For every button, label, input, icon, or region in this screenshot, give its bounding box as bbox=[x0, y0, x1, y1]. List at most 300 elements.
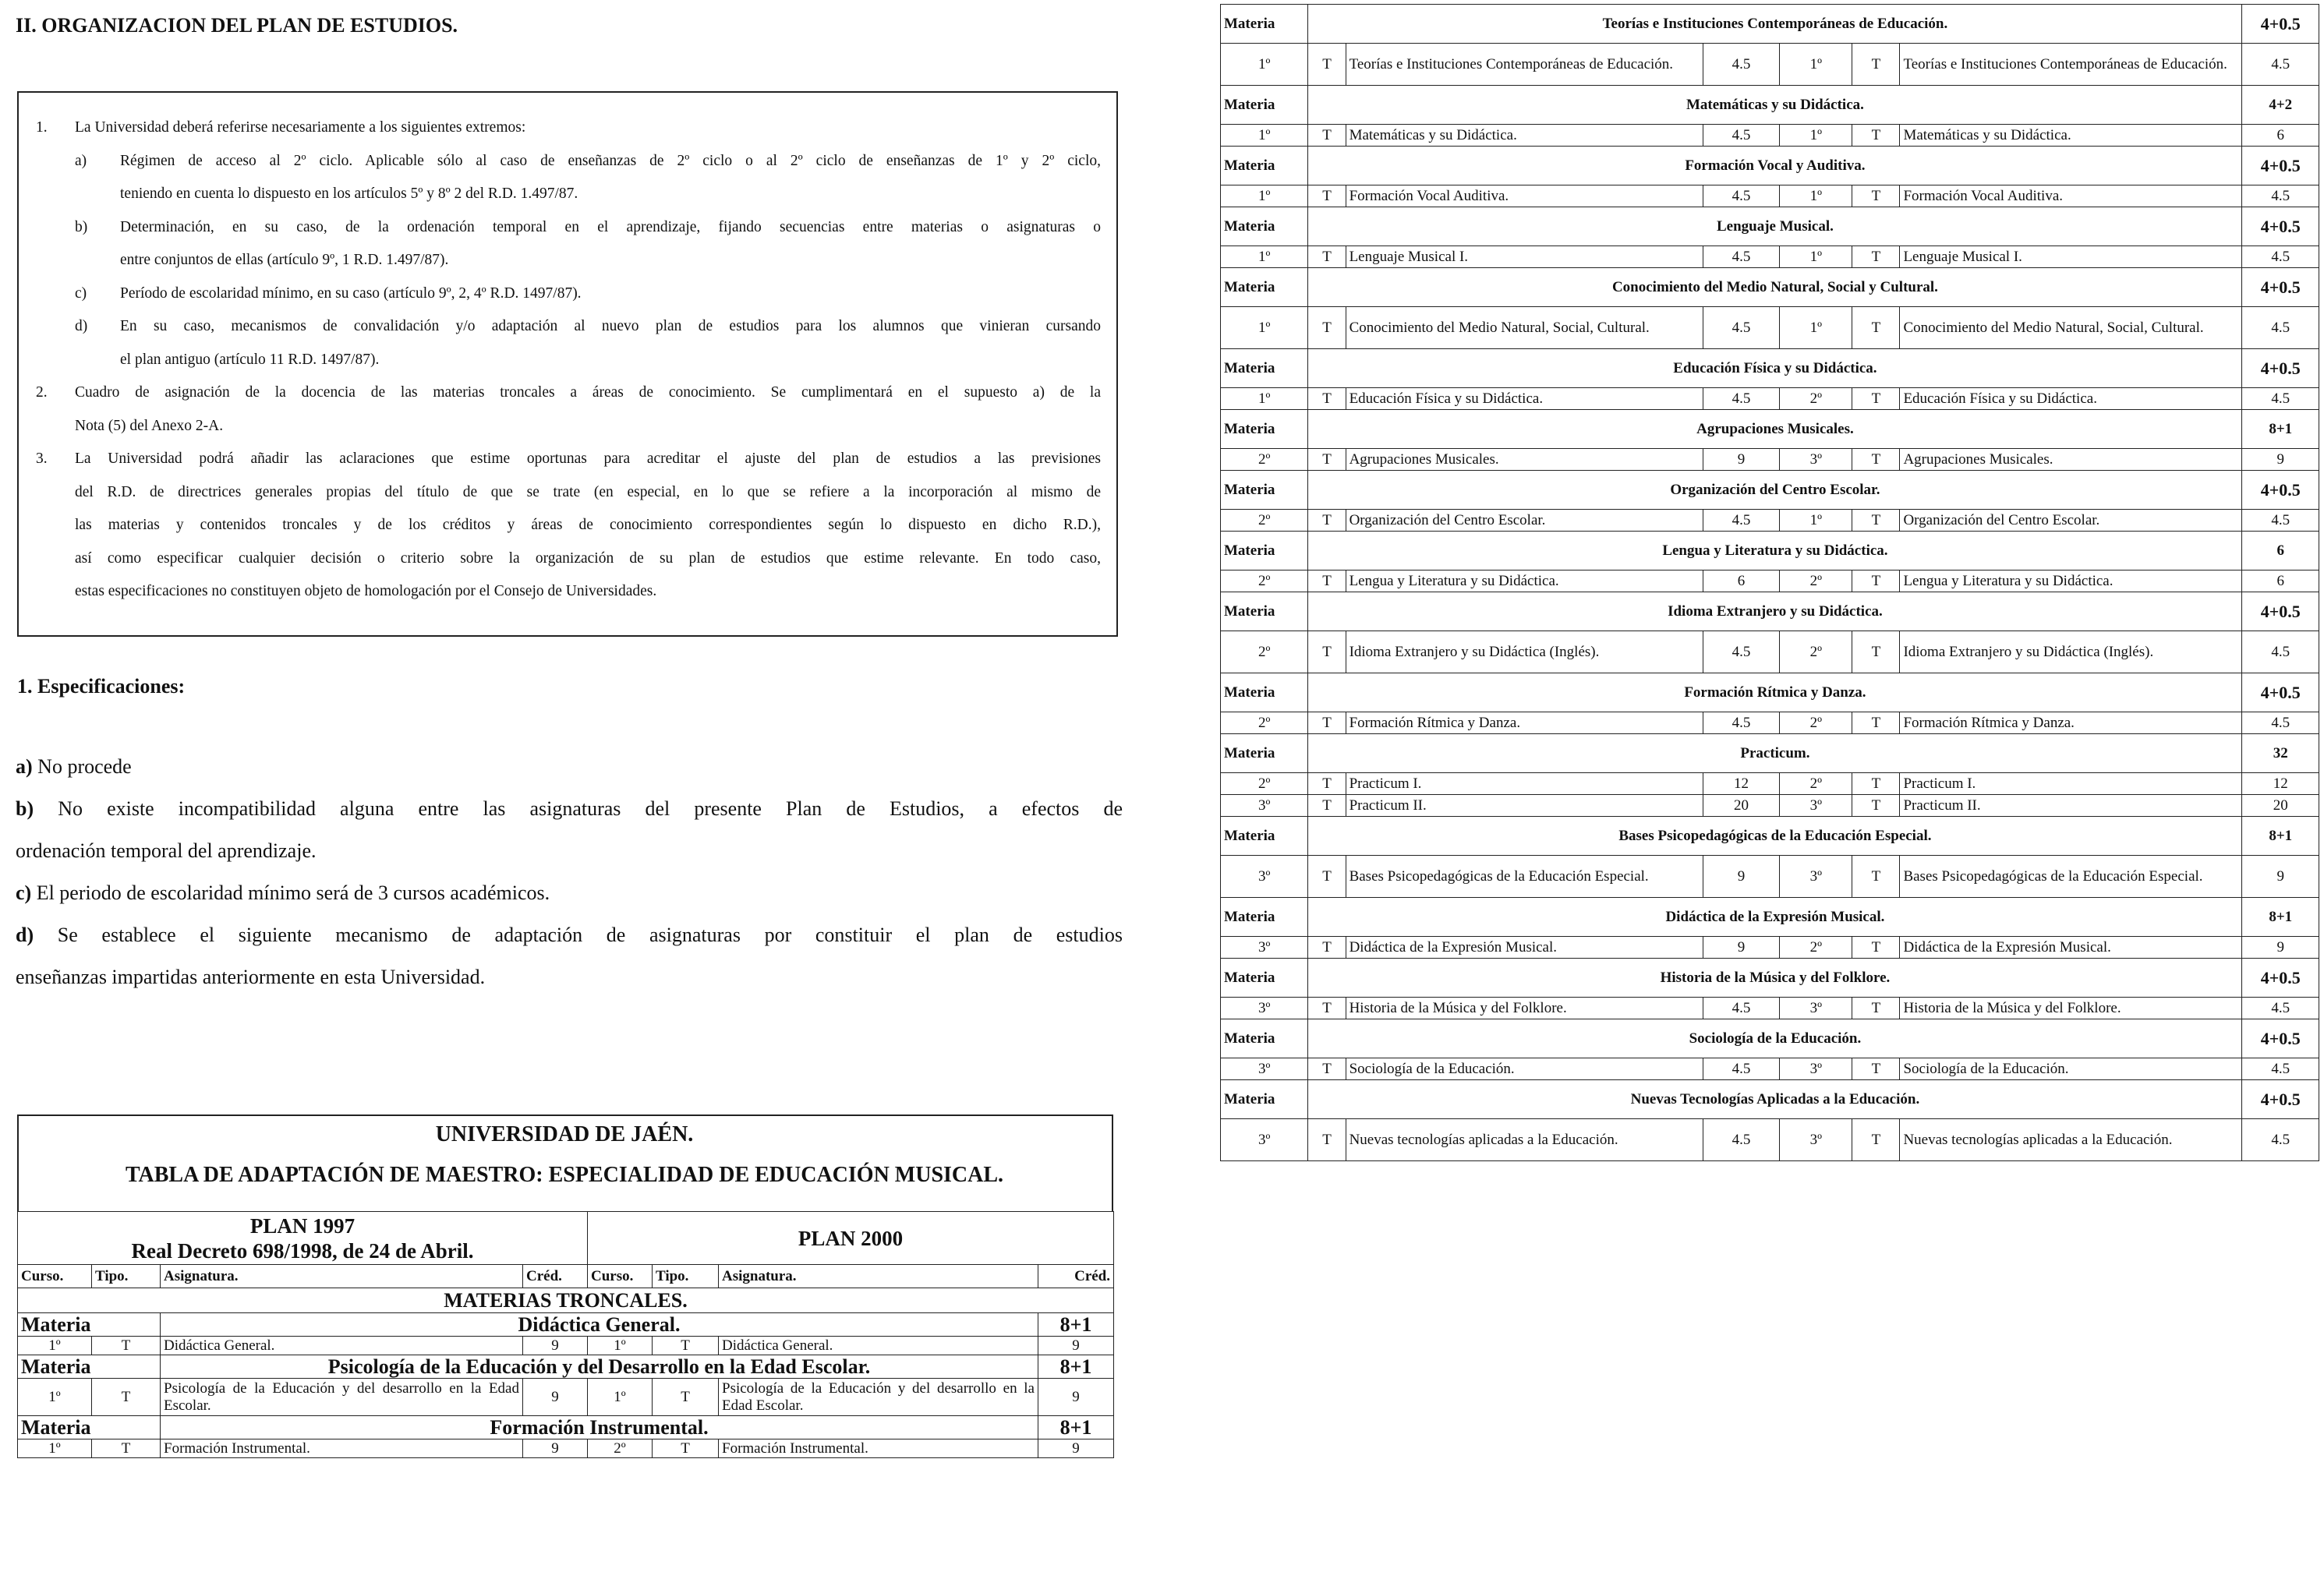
creditos-new: 9 bbox=[2242, 449, 2319, 471]
tipo-new: T bbox=[1852, 773, 1900, 795]
materia-title: Sociología de la Educación. bbox=[1308, 1019, 2242, 1058]
curso-old: 1º bbox=[18, 1439, 92, 1458]
subject-row bbox=[1221, 1119, 2319, 1161]
creditos-old: 4.5 bbox=[1703, 388, 1779, 410]
instruction-line bbox=[36, 476, 1101, 510]
specifications-heading: 1. Especificaciones: bbox=[17, 675, 186, 698]
plan-2000: PLAN 2000 bbox=[588, 1212, 1114, 1265]
tipo-new: T bbox=[1852, 1058, 1900, 1080]
adaptation-table-right bbox=[1220, 4, 2319, 1161]
tipo-new: T bbox=[1852, 510, 1900, 532]
instruction-number: 2. bbox=[36, 384, 48, 401]
instruction-text: Régimen de acceso al 2º ciclo. Aplicable sólo al caso de enseñanzas de 2º ciclo o al 2º ciclo de enseñanzas de 1º y 2º ciclo, bbox=[120, 152, 1101, 169]
instruction-text: Período de escolaridad mínimo, en su caso (artículo 9º, 2, 4º R.D. 1497/87). bbox=[120, 284, 582, 302]
tipo-old: T bbox=[92, 1337, 161, 1355]
materia-total-credits: 4+0.5 bbox=[2242, 959, 2319, 998]
asignatura-old: Bases Psicopedagógicas de la Educación Especial. bbox=[1346, 856, 1703, 898]
curso-old: 1º bbox=[1221, 44, 1308, 86]
spec-a-label: a) bbox=[16, 755, 33, 778]
curso-new: 3º bbox=[1780, 1119, 1852, 1161]
tipo-old: T bbox=[1308, 856, 1346, 898]
curso-old: 3º bbox=[1221, 1058, 1308, 1080]
materia-total-credits: 4+0.5 bbox=[2242, 673, 2319, 712]
plan-1997 bbox=[18, 1212, 588, 1265]
asignatura-old: Practicum II. bbox=[1346, 795, 1703, 817]
materia-label: Materia bbox=[1221, 5, 1308, 44]
curso-new: 2º bbox=[588, 1439, 653, 1458]
asignatura-new: Teorías e Instituciones Contemporáneas de Educación. bbox=[1900, 44, 2242, 86]
materia-label: Materia bbox=[1221, 147, 1308, 185]
tipo-old: T bbox=[1308, 44, 1346, 86]
creditos-new: 9 bbox=[1038, 1439, 1114, 1458]
subject-row bbox=[18, 1439, 1114, 1458]
column-header-row bbox=[18, 1265, 1114, 1288]
tipo-new: T bbox=[1852, 44, 1900, 86]
instruction-indent bbox=[36, 310, 75, 344]
materia-total-credits: 8+1 bbox=[1038, 1355, 1114, 1379]
asignatura-new: Historia de la Música y del Folklore. bbox=[1900, 998, 2242, 1019]
subject-row bbox=[1221, 307, 2319, 349]
instruction-line bbox=[36, 145, 1101, 178]
instruction-indent bbox=[36, 476, 75, 510]
materia-header-row bbox=[1221, 410, 2319, 449]
instruction-line bbox=[36, 244, 1101, 277]
instruction-line bbox=[36, 509, 1101, 542]
tipo-old: T bbox=[92, 1379, 161, 1416]
materia-header-row bbox=[1221, 268, 2319, 307]
subject-row bbox=[1221, 712, 2319, 734]
materia-title: Organización del Centro Escolar. bbox=[1308, 471, 2242, 510]
asignatura-new: Conocimiento del Medio Natural, Social, Cultural. bbox=[1900, 307, 2242, 349]
instruction-indent bbox=[36, 509, 75, 542]
asignatura-new: Didáctica de la Expresión Musical. bbox=[1900, 937, 2242, 959]
instruction-text: del R.D. de directrices generales propias del título de que se trate (en especial, en lo que se refiere a la incorporación al mismo de bbox=[75, 483, 1101, 500]
instruction-line bbox=[36, 575, 1101, 609]
asignatura-old: Nuevas tecnologías aplicadas a la Educación. bbox=[1346, 1119, 1703, 1161]
instruction-indent bbox=[36, 244, 120, 277]
asignatura-new: Practicum II. bbox=[1900, 795, 2242, 817]
materia-title: Matemáticas y su Didáctica. bbox=[1308, 86, 2242, 125]
asignatura-new: Formación Instrumental. bbox=[719, 1439, 1038, 1458]
tipo-new: T bbox=[1852, 388, 1900, 410]
instruction-number: 1. bbox=[36, 119, 48, 136]
materia-total-credits: 32 bbox=[2242, 734, 2319, 773]
materia-label: Materia bbox=[1221, 734, 1308, 773]
spec-d-line1 bbox=[16, 924, 1123, 947]
materia-total-credits: 4+0.5 bbox=[2242, 268, 2319, 307]
subject-row bbox=[1221, 937, 2319, 959]
asignatura-old: Formación Instrumental. bbox=[161, 1439, 523, 1458]
curso-new: 2º bbox=[1780, 388, 1852, 410]
materia-header-row bbox=[1221, 959, 2319, 998]
tipo-new: T bbox=[1852, 125, 1900, 147]
tipo-new: T bbox=[653, 1379, 719, 1416]
spec-c-label: c) bbox=[16, 881, 32, 904]
tipo-new: T bbox=[1852, 570, 1900, 592]
spec-d-label: d) bbox=[16, 924, 34, 946]
asignatura-old: Formación Vocal Auditiva. bbox=[1346, 185, 1703, 207]
curso-old: 1º bbox=[1221, 125, 1308, 147]
materia-header-row bbox=[1221, 1019, 2319, 1058]
asignatura-new: Didáctica General. bbox=[719, 1337, 1038, 1355]
curso-new: 2º bbox=[1780, 570, 1852, 592]
creditos-old: 20 bbox=[1703, 795, 1779, 817]
materia-total-credits: 8+1 bbox=[1038, 1416, 1114, 1439]
asignatura-old: Psicología de la Educación y del desarrollo en la Edad Escolar. bbox=[161, 1379, 523, 1416]
materia-title: Idioma Extranjero y su Didáctica. bbox=[1308, 592, 2242, 631]
instruction-text: así como especificar cualquier decisión o criterio sobre la organización de su plan de estudios que estime relevante. En todo caso, bbox=[75, 549, 1101, 567]
creditos-new: 9 bbox=[1038, 1337, 1114, 1355]
creditos-old: 9 bbox=[523, 1379, 588, 1416]
creditos-new: 4.5 bbox=[2242, 510, 2319, 532]
creditos-new: 6 bbox=[2242, 570, 2319, 592]
curso-old: 3º bbox=[1221, 795, 1308, 817]
subject-row bbox=[1221, 631, 2319, 673]
adaptation-table-left bbox=[17, 1211, 1114, 1458]
spec-b-line1 bbox=[16, 797, 1123, 821]
creditos-new: 4.5 bbox=[2242, 631, 2319, 673]
asignatura-new: Idioma Extranjero y su Didáctica (Inglés). bbox=[1900, 631, 2242, 673]
curso-new: 1º bbox=[588, 1337, 653, 1355]
materia-header-row bbox=[18, 1416, 1114, 1439]
creditos-old: 4.5 bbox=[1703, 1058, 1779, 1080]
instruction-indent bbox=[36, 410, 75, 443]
section-title: II. ORGANIZACION DEL PLAN DE ESTUDIOS. bbox=[16, 14, 458, 37]
tipo-old: T bbox=[1308, 795, 1346, 817]
materia-label: Materia bbox=[1221, 349, 1308, 388]
tipo-old: T bbox=[1308, 1058, 1346, 1080]
curso-old: 1º bbox=[18, 1337, 92, 1355]
instruction-text: En su caso, mecanismos de convalidación y/o adaptación al nuevo plan de estudios para los alumnos que vinieran cursando bbox=[120, 318, 1101, 334]
asignatura-new: Agrupaciones Musicales. bbox=[1900, 449, 2242, 471]
creditos-old: 4.5 bbox=[1703, 998, 1779, 1019]
materia-label: Materia bbox=[18, 1313, 161, 1337]
instruction-number: b) bbox=[75, 218, 88, 235]
curso-old: 2º bbox=[1221, 510, 1308, 532]
subject-row bbox=[1221, 125, 2319, 147]
materia-title: Formación Rítmica y Danza. bbox=[1308, 673, 2242, 712]
creditos-new: 12 bbox=[2242, 773, 2319, 795]
instruction-text: entre conjuntos de ellas (artículo 9º, 1 R.D. 1.497/87). bbox=[120, 252, 449, 268]
curso-new: 2º bbox=[1780, 937, 1852, 959]
creditos-old: 4.5 bbox=[1703, 44, 1779, 86]
instruction-line bbox=[36, 376, 1101, 410]
tipo-old: T bbox=[1308, 998, 1346, 1019]
curso-new: 3º bbox=[1780, 998, 1852, 1019]
creditos-old: 6 bbox=[1703, 570, 1779, 592]
subject-row bbox=[1221, 570, 2319, 592]
materia-total-credits: 4+0.5 bbox=[2242, 5, 2319, 44]
tipo-new: T bbox=[1852, 712, 1900, 734]
instruction-indent bbox=[36, 344, 120, 377]
materia-title: Educación Física y su Didáctica. bbox=[1308, 349, 2242, 388]
asignatura-old: Conocimiento del Medio Natural, Social, Cultural. bbox=[1346, 307, 1703, 349]
asignatura-old: Lengua y Literatura y su Didáctica. bbox=[1346, 570, 1703, 592]
curso-old: 2º bbox=[1221, 570, 1308, 592]
materia-header-row bbox=[1221, 86, 2319, 125]
right-page bbox=[1220, 0, 2319, 1579]
subject-row bbox=[1221, 185, 2319, 207]
creditos-old: 9 bbox=[1703, 449, 1779, 471]
tipo-new: T bbox=[1852, 185, 1900, 207]
asignatura-old: Didáctica General. bbox=[161, 1337, 523, 1355]
tipo-old: T bbox=[1308, 388, 1346, 410]
curso-old: 1º bbox=[1221, 185, 1308, 207]
materia-header-row bbox=[1221, 898, 2319, 937]
materia-title: Conocimiento del Medio Natural, Social y Cultural. bbox=[1308, 268, 2242, 307]
tipo-old: T bbox=[1308, 449, 1346, 471]
curso-new: 1º bbox=[588, 1379, 653, 1416]
curso-new: 2º bbox=[1780, 773, 1852, 795]
materia-label: Materia bbox=[1221, 268, 1308, 307]
creditos-new: 4.5 bbox=[2242, 388, 2319, 410]
instruction-indent bbox=[36, 178, 120, 211]
spec-a-text: No procede bbox=[32, 755, 132, 778]
header-tipo-old: Tipo. bbox=[92, 1265, 161, 1288]
creditos-new: 4.5 bbox=[2242, 998, 2319, 1019]
asignatura-old: Educación Física y su Didáctica. bbox=[1346, 388, 1703, 410]
instruction-indent bbox=[36, 211, 75, 245]
curso-new: 3º bbox=[1780, 1058, 1852, 1080]
materia-header-row bbox=[1221, 5, 2319, 44]
asignatura-old: Teorías e Instituciones Contemporáneas de Educación. bbox=[1346, 44, 1703, 86]
materia-label: Materia bbox=[18, 1416, 161, 1439]
creditos-old: 12 bbox=[1703, 773, 1779, 795]
curso-old: 2º bbox=[1221, 712, 1308, 734]
curso-new: 2º bbox=[1780, 631, 1852, 673]
materia-label: Materia bbox=[1221, 532, 1308, 570]
instruction-text: Determinación, en su caso, de la ordenación temporal en el aprendizaje, fijando secuencias entre materias o asignaturas o bbox=[120, 218, 1101, 235]
materia-header-row bbox=[1221, 734, 2319, 773]
curso-old: 3º bbox=[1221, 856, 1308, 898]
tipo-old: T bbox=[1308, 1119, 1346, 1161]
instruction-number: d) bbox=[75, 318, 88, 334]
materia-label: Materia bbox=[1221, 207, 1308, 246]
asignatura-new: Organización del Centro Escolar. bbox=[1900, 510, 2242, 532]
tipo-new: T bbox=[1852, 856, 1900, 898]
tipo-old: T bbox=[1308, 570, 1346, 592]
spec-a bbox=[16, 755, 1123, 779]
curso-new: 2º bbox=[1780, 712, 1852, 734]
spec-d-line2: enseñanzas impartidas anteriormente en esta Universidad. bbox=[16, 966, 486, 988]
instruction-text: Cuadro de asignación de la docencia de las materias troncales a áreas de conocimiento. Se cumplimentará en el supuesto a) de la bbox=[75, 384, 1101, 401]
tipo-new: T bbox=[653, 1337, 719, 1355]
tipo-old: T bbox=[92, 1439, 161, 1458]
asignatura-new: Lengua y Literatura y su Didáctica. bbox=[1900, 570, 2242, 592]
materia-title: Didáctica General. bbox=[161, 1313, 1038, 1337]
tipo-old: T bbox=[1308, 307, 1346, 349]
materia-total-credits: 8+1 bbox=[2242, 817, 2319, 856]
asignatura-new: Sociología de la Educación. bbox=[1900, 1058, 2242, 1080]
materia-label: Materia bbox=[1221, 1019, 1308, 1058]
plan-1997-title: PLAN 1997 bbox=[249, 1213, 355, 1238]
tipo-old: T bbox=[1308, 773, 1346, 795]
creditos-new: 9 bbox=[1038, 1379, 1114, 1416]
creditos-new: 4.5 bbox=[2242, 185, 2319, 207]
materia-label: Materia bbox=[18, 1355, 161, 1379]
creditos-new: 4.5 bbox=[2242, 1058, 2319, 1080]
materia-title: Nuevas Tecnologías Aplicadas a la Educación. bbox=[1308, 1080, 2242, 1119]
materia-header-row bbox=[1221, 349, 2319, 388]
tipo-old: T bbox=[1308, 125, 1346, 147]
asignatura-new: Practicum I. bbox=[1900, 773, 2242, 795]
instruction-line bbox=[36, 443, 1101, 476]
materia-header-row bbox=[1221, 673, 2319, 712]
tipo-old: T bbox=[1308, 510, 1346, 532]
plan-header-row bbox=[18, 1212, 1114, 1265]
header-curso-old: Curso. bbox=[18, 1265, 92, 1288]
instruction-line bbox=[36, 344, 1101, 377]
creditos-new: 4.5 bbox=[2242, 1119, 2319, 1161]
creditos-new: 4.5 bbox=[2242, 246, 2319, 268]
creditos-old: 4.5 bbox=[1703, 1119, 1779, 1161]
materia-title: Practicum. bbox=[1308, 734, 2242, 773]
tipo-old: T bbox=[1308, 246, 1346, 268]
instruction-text: Nota (5) del Anexo 2-A. bbox=[75, 417, 224, 434]
subject-row bbox=[1221, 998, 2319, 1019]
table-title-university: UNIVERSIDAD DE JAÉN. bbox=[435, 1122, 694, 1146]
asignatura-new: Formación Rítmica y Danza. bbox=[1900, 712, 2242, 734]
materia-label: Materia bbox=[1221, 410, 1308, 449]
subject-row bbox=[1221, 449, 2319, 471]
table-title-adaptation: TABLA DE ADAPTACIÓN DE MAESTRO: ESPECIALIDAD DE EDUCACIÓN MUSICAL. bbox=[125, 1163, 1004, 1187]
creditos-old: 9 bbox=[523, 1439, 588, 1458]
curso-old: 2º bbox=[1221, 773, 1308, 795]
curso-new: 1º bbox=[1780, 185, 1852, 207]
tipo-new: T bbox=[1852, 246, 1900, 268]
asignatura-new: Educación Física y su Didáctica. bbox=[1900, 388, 2242, 410]
materia-title: Didáctica de la Expresión Musical. bbox=[1308, 898, 2242, 937]
subject-row bbox=[18, 1379, 1114, 1416]
asignatura-old: Sociología de la Educación. bbox=[1346, 1058, 1703, 1080]
curso-old: 2º bbox=[1221, 631, 1308, 673]
materia-total-credits: 8+1 bbox=[1038, 1313, 1114, 1337]
instructions-box bbox=[17, 91, 1118, 637]
materia-title: Bases Psicopedagógicas de la Educación Especial. bbox=[1308, 817, 2242, 856]
creditos-old: 4.5 bbox=[1703, 631, 1779, 673]
subject-row bbox=[1221, 510, 2319, 532]
curso-new: 3º bbox=[1780, 795, 1852, 817]
spec-b-text: No existe incompatibilidad alguna entre las asignaturas del presente Plan de Estudios, a efectos de bbox=[34, 797, 1123, 820]
header-asignatura-new: Asignatura. bbox=[719, 1265, 1038, 1288]
curso-new: 3º bbox=[1780, 856, 1852, 898]
materia-label: Materia bbox=[1221, 898, 1308, 937]
header-asignatura-old: Asignatura. bbox=[161, 1265, 523, 1288]
plan-1997-decree: Real Decreto 698/1998, de 24 de Abril. bbox=[131, 1238, 474, 1263]
instruction-text: estas especificaciones no constituyen objeto de homologación por el Consejo de Universidades. bbox=[75, 583, 657, 599]
tipo-new: T bbox=[1852, 1119, 1900, 1161]
materia-total-credits: 4+0.5 bbox=[2242, 1019, 2319, 1058]
instruction-line bbox=[36, 178, 1101, 211]
materia-header-row bbox=[18, 1313, 1114, 1337]
tipo-new: T bbox=[1852, 795, 1900, 817]
instruction-line bbox=[36, 542, 1101, 576]
tipo-new: T bbox=[653, 1439, 719, 1458]
creditos-new: 4.5 bbox=[2242, 44, 2319, 86]
tipo-old: T bbox=[1308, 185, 1346, 207]
spec-d-text: Se establece el siguiente mecanismo de adaptación de asignaturas por constituir el plan de estudios bbox=[34, 924, 1123, 946]
materia-total-credits: 4+0.5 bbox=[2242, 349, 2319, 388]
materia-header-row bbox=[1221, 592, 2319, 631]
materia-header-row bbox=[1221, 1080, 2319, 1119]
instruction-line bbox=[36, 410, 1101, 443]
curso-new: 1º bbox=[1780, 44, 1852, 86]
materia-title: Lengua y Literatura y su Didáctica. bbox=[1308, 532, 2242, 570]
materias-troncales: MATERIAS TRONCALES. bbox=[18, 1288, 1114, 1313]
materia-header-row bbox=[1221, 471, 2319, 510]
instruction-line bbox=[36, 310, 1101, 344]
tipo-new: T bbox=[1852, 449, 1900, 471]
asignatura-old: Historia de la Música y del Folklore. bbox=[1346, 998, 1703, 1019]
materia-total-credits: 4+0.5 bbox=[2242, 471, 2319, 510]
materia-header-row bbox=[18, 1355, 1114, 1379]
subject-row bbox=[1221, 1058, 2319, 1080]
asignatura-old: Matemáticas y su Didáctica. bbox=[1346, 125, 1703, 147]
materia-title: Teorías e Instituciones Contemporáneas de Educación. bbox=[1308, 5, 2242, 44]
instruction-number: 3. bbox=[36, 450, 48, 467]
materia-header-row bbox=[1221, 532, 2319, 570]
curso-new: 1º bbox=[1780, 307, 1852, 349]
instruction-line bbox=[36, 111, 1101, 145]
materia-total-credits: 4+0.5 bbox=[2242, 1080, 2319, 1119]
tipo-new: T bbox=[1852, 307, 1900, 349]
instruction-text: las materias y contenidos troncales y de los créditos y áreas de conocimiento correspondientes según lo dispuesto en dicho R.D.), bbox=[75, 517, 1101, 533]
creditos-new: 6 bbox=[2242, 125, 2319, 147]
curso-new: 1º bbox=[1780, 510, 1852, 532]
instruction-number: a) bbox=[75, 152, 87, 169]
asignatura-old: Practicum I. bbox=[1346, 773, 1703, 795]
curso-old: 1º bbox=[18, 1379, 92, 1416]
creditos-new: 9 bbox=[2242, 856, 2319, 898]
curso-new: 1º bbox=[1780, 125, 1852, 147]
materia-total-credits: 8+1 bbox=[2242, 410, 2319, 449]
materia-label: Materia bbox=[1221, 471, 1308, 510]
materia-label: Materia bbox=[1221, 817, 1308, 856]
curso-old: 3º bbox=[1221, 998, 1308, 1019]
asignatura-old: Formación Rítmica y Danza. bbox=[1346, 712, 1703, 734]
materia-title: Psicología de la Educación y del Desarrollo en la Edad Escolar. bbox=[161, 1355, 1038, 1379]
asignatura-new: Bases Psicopedagógicas de la Educación Especial. bbox=[1900, 856, 2242, 898]
tipo-old: T bbox=[1308, 631, 1346, 673]
asignatura-new: Psicología de la Educación y del desarrollo en la Edad Escolar. bbox=[719, 1379, 1038, 1416]
subject-row bbox=[1221, 773, 2319, 795]
materia-total-credits: 4+0.5 bbox=[2242, 207, 2319, 246]
materia-label: Materia bbox=[1221, 86, 1308, 125]
header-tipo-new: Tipo. bbox=[653, 1265, 719, 1288]
asignatura-new: Formación Vocal Auditiva. bbox=[1900, 185, 2242, 207]
tipo-old: T bbox=[1308, 937, 1346, 959]
asignatura-old: Lenguaje Musical I. bbox=[1346, 246, 1703, 268]
asignatura-old: Organización del Centro Escolar. bbox=[1346, 510, 1703, 532]
instruction-text: La Universidad deberá referirse necesariamente a los siguientes extremos: bbox=[75, 119, 526, 136]
materia-label: Materia bbox=[1221, 592, 1308, 631]
materia-total-credits: 6 bbox=[2242, 532, 2319, 570]
header-cred-old: Créd. bbox=[523, 1265, 588, 1288]
creditos-old: 4.5 bbox=[1703, 246, 1779, 268]
curso-old: 1º bbox=[1221, 307, 1308, 349]
creditos-old: 9 bbox=[1703, 937, 1779, 959]
materia-total-credits: 8+1 bbox=[2242, 898, 2319, 937]
creditos-new: 20 bbox=[2242, 795, 2319, 817]
asignatura-new: Nuevas tecnologías aplicadas a la Educación. bbox=[1900, 1119, 2242, 1161]
instruction-line bbox=[36, 277, 1101, 311]
instruction-text: teniendo en cuenta lo dispuesto en los artículos 5º y 8º 2 del R.D. 1.497/87. bbox=[120, 185, 578, 202]
asignatura-old: Agrupaciones Musicales. bbox=[1346, 449, 1703, 471]
spec-c-text: El periodo de escolaridad mínimo será de 3 cursos académicos. bbox=[31, 881, 550, 904]
curso-old: 3º bbox=[1221, 937, 1308, 959]
instruction-indent bbox=[36, 575, 75, 609]
instruction-number: c) bbox=[75, 284, 87, 302]
